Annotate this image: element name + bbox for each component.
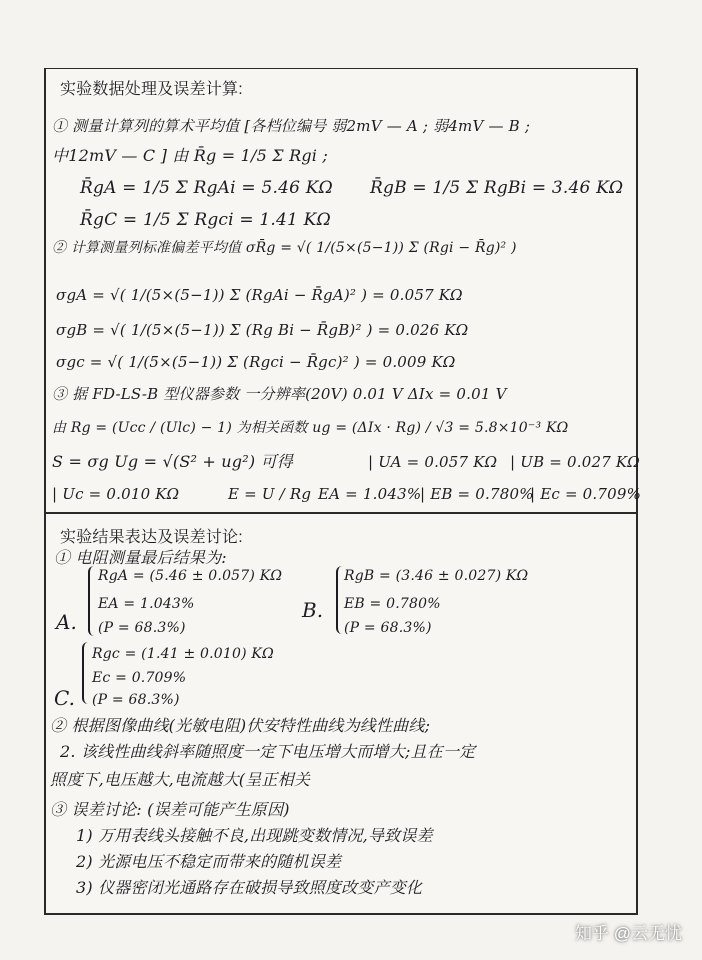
discussion-line-7: 3) 仪器密闭光通路存在破损导致照度改变产变化 [76, 878, 423, 897]
line-uncertainty-b: 由 Rg = (Ucc / (Ulc) − 1) 为相关函数 ug = (ΔIx · Rg) / √3 = 5.8×10⁻³ KΩ [52, 420, 569, 436]
discussion-line-1: ② 根据图像曲线(光敏电阻)伏安特性曲线为线性曲线; [50, 716, 431, 735]
line-mean-intro: ① 测量计算列的算术平均值 [各档位编号 弱2mV — A ; 弱4mV — B ; [52, 117, 531, 135]
discussion-line-2: 2. 该线性曲线斜率随照度一定下电压增大而增大;且在一定 [60, 742, 476, 761]
line-instrument: ③ 据 FD-LS-B 型仪器参数 一分辨率(20V) 0.01 V ΔIx = 0.01 V [52, 385, 507, 403]
result-b-confidence: (P = 68.3%) [344, 620, 432, 636]
result-c-confidence: (P = 68.3%) [92, 692, 180, 708]
section-heading-calculation: 实验数据处理及误差计算: [60, 81, 243, 98]
line-mean-b: R̄gB = 1/5 Σ RgBi = 3.46 KΩ [370, 178, 624, 198]
discussion-line-3: 照度下,电压越大,电流越大(呈正相关 [50, 770, 311, 789]
result-b-value: RgB = (3.46 ± 0.027) KΩ [344, 568, 529, 584]
result-a-value: RgA = (5.46 ± 0.057) KΩ [98, 568, 283, 584]
line-relative-formula: E = U / Rg [228, 485, 312, 503]
result-label-a: A. [56, 610, 77, 634]
result-c-value: Rgc = (1.41 ± 0.010) KΩ [92, 646, 274, 662]
result-b-error: EB = 0.780% [344, 596, 441, 612]
results-title: ① 电阻测量最后结果为: [54, 548, 227, 567]
result-label-b: B. [302, 598, 324, 622]
brace-c [82, 642, 92, 704]
line-std-a: σgA = √( 1/(5×(5−1)) Σ (RgAi − R̄gA)² ) = 0.057 KΩ [56, 286, 463, 304]
discussion-line-5: 1) 万用表线头接触不良,出现跳变数情况,导致误差 [76, 826, 433, 845]
section-heading-results: 实验结果表达及误差讨论: [60, 529, 243, 546]
line-mean-c: R̄gC = 1/5 Σ Rgci = 1.41 KΩ [80, 210, 331, 230]
line-mean-formula: 中12mV — C ] 由 R̄g = 1/5 Σ Rgi ; [52, 146, 328, 165]
line-std-formula: ② 计算测量列标准偏差平均值 σR̄g = √( 1/(5×(5−1)) Σ (Rgi − R̄g)² ) [52, 240, 517, 256]
line-ua: | UA = 0.057 KΩ [368, 453, 498, 471]
line-ea: EA = 1.043% [318, 485, 422, 503]
line-std-b: σgB = √( 1/(5×(5−1)) Σ (Rg Bi − R̄gB)² ) = 0.026 KΩ [56, 321, 469, 339]
result-a-error: EA = 1.043% [98, 596, 195, 612]
discussion-line-4: ③ 误差讨论: (误差可能产生原因) [50, 800, 290, 819]
line-combined: S = σg Ug = √(S² + ug²) 可得 [52, 452, 293, 471]
result-c-error: Ec = 0.709% [92, 670, 187, 686]
line-ec: | Ec = 0.709% [530, 485, 642, 503]
line-std-c: σgc = √( 1/(5×(5−1)) Σ (Rgci − R̄gc)² ) = 0.009 KΩ [56, 353, 456, 371]
watermark: 知乎 @云无忧 [575, 924, 682, 943]
section-divider [44, 512, 638, 514]
discussion-line-6: 2) 光源电压不稳定而带来的随机误差 [76, 852, 342, 871]
line-mean-a: R̄gA = 1/5 Σ RgAi = 5.46 KΩ [80, 178, 333, 198]
line-eb: | EB = 0.780% [420, 485, 534, 503]
line-uc: | Uc = 0.010 KΩ [52, 485, 180, 503]
result-label-c: C. [54, 686, 75, 710]
result-a-confidence: (P = 68.3%) [98, 620, 186, 636]
brace-a [88, 566, 98, 636]
line-ub: | UB = 0.027 KΩ [510, 453, 640, 471]
